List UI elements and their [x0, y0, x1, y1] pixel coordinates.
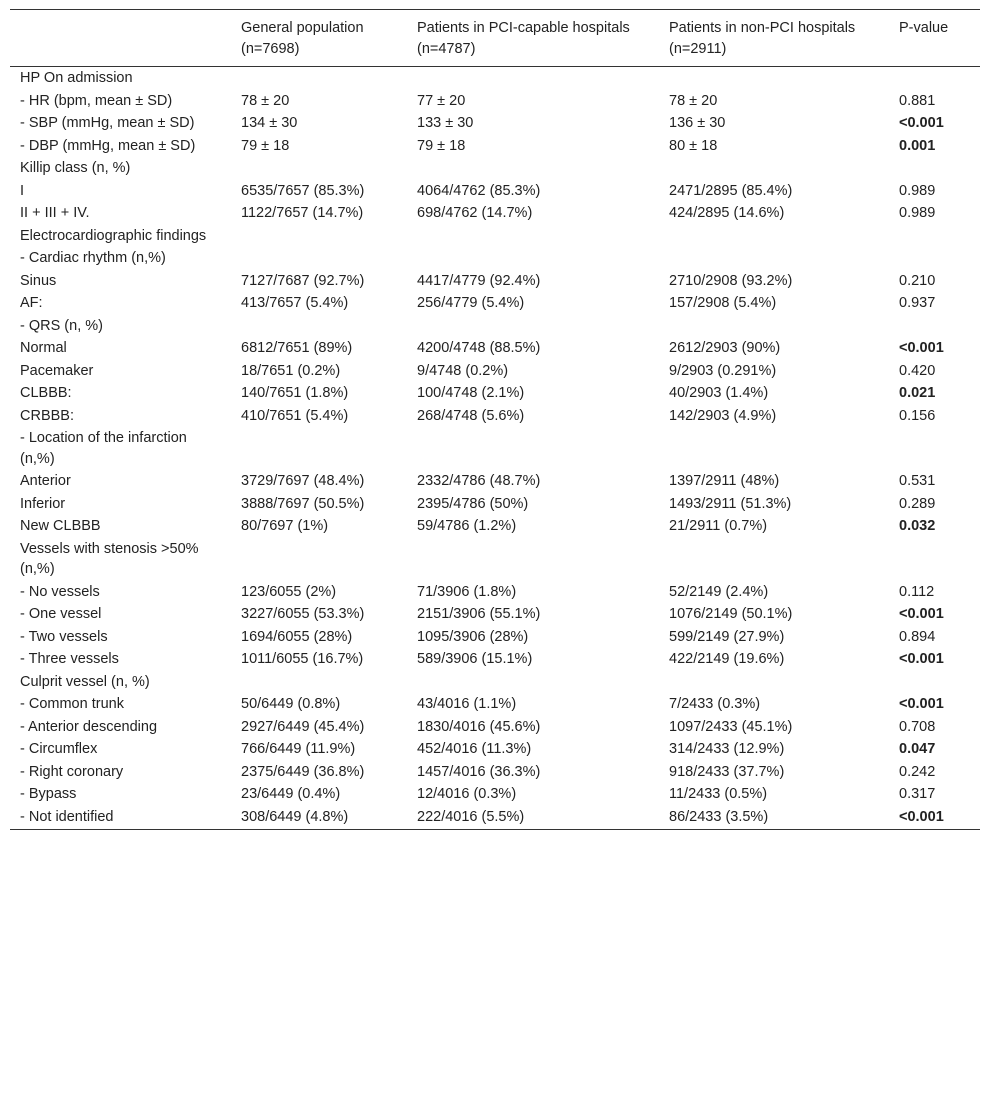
cell-pci-capable: 9/4748 (0.2%) [417, 362, 509, 379]
cell-pci-capable: 268/4748 (5.6%) [417, 407, 525, 424]
cell-non-pci: 142/2903 (4.9%) [669, 407, 777, 424]
cell-p-value: <0.001 [899, 340, 944, 356]
header-variable [10, 10, 231, 67]
cell-pci-capable: 698/4762 (14.7%) [417, 205, 533, 221]
cell-p-value: 0.989 [899, 182, 936, 199]
row-label: CRBBB: [20, 407, 74, 424]
cell-non-pci: 1493/2911 (51.3%) [669, 495, 792, 512]
cell-pci-capable: 2332/4786 (48.7%) [417, 473, 541, 489]
cell-pci-capable [407, 538, 659, 581]
row-label: - One vessel [20, 606, 102, 622]
table-row [10, 470, 980, 493]
table-row [10, 693, 980, 716]
row-label: Sinus [20, 272, 57, 289]
cell-p-value: 0.001 [899, 137, 936, 154]
cell-general-population [231, 157, 407, 180]
row-label: - Anterior descending [20, 718, 158, 735]
header-general-population: General population (n=7698) [241, 20, 364, 57]
cell-p-value [889, 671, 980, 694]
table-row [10, 626, 980, 649]
cell-p-value: 0.047 [899, 741, 936, 757]
cell-pci-capable [407, 671, 659, 694]
cell-p-value: 0.242 [899, 763, 936, 780]
row-label: II + III + IV. [20, 205, 90, 221]
cell-non-pci [659, 67, 889, 90]
cell-general-population: 7127/7687 (92.7%) [241, 272, 365, 289]
cell-p-value: 0.289 [899, 495, 936, 512]
table-row [10, 67, 980, 90]
table-row [10, 247, 980, 270]
cell-non-pci [659, 427, 889, 470]
cell-general-population: 2375/6449 (36.8%) [241, 763, 365, 780]
row-label: - Three vessels [20, 651, 119, 667]
row-label: Pacemaker [20, 362, 94, 379]
cell-non-pci [659, 538, 889, 581]
cell-general-population: 79 ± 18 [241, 137, 290, 154]
header-pci-capable: Patients in PCI-capable hospitals (n=4787) [417, 20, 630, 57]
cell-general-population [231, 315, 407, 338]
cell-non-pci [659, 671, 889, 694]
cell-pci-capable [407, 315, 659, 338]
cell-pci-capable: 452/4016 (11.3%) [417, 741, 532, 757]
row-label: CLBBB: [20, 385, 72, 401]
cell-general-population: 123/6055 (2%) [241, 583, 337, 600]
cell-pci-capable: 100/4748 (2.1%) [417, 385, 525, 401]
row-label: Normal [20, 340, 67, 356]
cell-p-value [889, 538, 980, 581]
cell-non-pci: 21/2911 (0.7%) [669, 518, 768, 534]
table-row [10, 738, 980, 761]
cell-general-population: 1694/6055 (28%) [241, 628, 353, 645]
cell-non-pci: 11/2433 (0.5%) [669, 786, 768, 802]
cell-pci-capable: 133 ± 30 [417, 115, 474, 131]
cell-p-value: 0.210 [899, 272, 936, 289]
cell-non-pci: 157/2908 (5.4%) [669, 295, 777, 311]
row-label: - HR (bpm, mean ± SD) [20, 92, 173, 109]
row-label: I [20, 182, 25, 199]
row-label: - Cardiac rhythm (n,%) [20, 250, 166, 266]
cell-general-population: 50/6449 (0.8%) [241, 696, 341, 712]
table-row [10, 515, 980, 538]
cell-general-population: 78 ± 20 [241, 92, 290, 109]
cell-pci-capable [407, 67, 659, 90]
table-row [10, 493, 980, 516]
table-row [10, 90, 980, 113]
cell-p-value [889, 157, 980, 180]
cell-non-pci: 7/2433 (0.3%) [669, 696, 761, 712]
cell-general-population: 2927/6449 (45.4%) [241, 718, 365, 735]
cell-p-value: 0.021 [899, 385, 936, 401]
cell-non-pci: 136 ± 30 [669, 115, 726, 131]
table-row [10, 405, 980, 428]
cell-p-value: 0.989 [899, 205, 936, 221]
table-row [10, 315, 980, 338]
table-row [10, 135, 980, 158]
table-row [10, 806, 980, 830]
cell-pci-capable: 79 ± 18 [417, 137, 466, 154]
cell-non-pci: 422/2149 (19.6%) [669, 651, 785, 667]
cell-p-value [889, 427, 980, 470]
cell-p-value: 0.032 [899, 518, 936, 534]
table-row [10, 112, 980, 135]
cell-general-population: 308/6449 (4.8%) [241, 808, 349, 825]
cell-non-pci: 80 ± 18 [669, 137, 718, 154]
cell-p-value: 0.881 [899, 92, 936, 109]
cell-general-population: 140/7651 (1.8%) [241, 385, 349, 401]
row-label: - No vessels [20, 583, 100, 600]
row-label: - DBP (mmHg, mean ± SD) [20, 137, 196, 154]
cell-pci-capable: 1830/4016 (45.6%) [417, 718, 541, 735]
cell-p-value: 0.317 [899, 786, 936, 802]
row-label: - Circumflex [20, 741, 98, 757]
cell-pci-capable: 1457/4016 (36.3%) [417, 763, 541, 780]
cell-non-pci: 918/2433 (37.7%) [669, 763, 785, 780]
table-row [10, 292, 980, 315]
cell-pci-capable [407, 247, 659, 270]
cell-general-population: 3227/6055 (53.3%) [241, 606, 365, 622]
cell-general-population [231, 67, 407, 90]
cell-p-value: 0.937 [899, 295, 936, 311]
cell-pci-capable [407, 157, 659, 180]
row-label: New CLBBB [20, 518, 101, 534]
cell-pci-capable: 4417/4779 (92.4%) [417, 272, 541, 289]
cell-general-population [231, 247, 407, 270]
table-row [10, 603, 980, 626]
row-label: HP On admission [20, 70, 133, 86]
table-row [10, 382, 980, 405]
cell-p-value [889, 315, 980, 338]
cell-pci-capable [407, 427, 659, 470]
cell-pci-capable: 256/4779 (5.4%) [417, 295, 525, 311]
table-header [10, 10, 980, 67]
cell-pci-capable: 59/4786 (1.2%) [417, 518, 517, 534]
cell-non-pci: 52/2149 (2.4%) [669, 583, 769, 600]
cell-p-value [889, 225, 980, 248]
cell-general-population [231, 225, 407, 248]
row-label: Anterior [20, 473, 71, 489]
table-body [10, 67, 980, 830]
cell-general-population: 410/7651 (5.4%) [241, 407, 349, 424]
cell-pci-capable [407, 225, 659, 248]
table-row [10, 783, 980, 806]
cell-general-population: 766/6449 (11.9%) [241, 741, 356, 757]
cell-non-pci: 78 ± 20 [669, 92, 718, 109]
table-row [10, 270, 980, 293]
cell-non-pci [659, 315, 889, 338]
cell-general-population: 23/6449 (0.4%) [241, 786, 341, 802]
cell-pci-capable: 43/4016 (1.1%) [417, 696, 517, 712]
cell-non-pci [659, 157, 889, 180]
cell-non-pci [659, 247, 889, 270]
cell-non-pci [659, 225, 889, 248]
table-row [10, 225, 980, 248]
row-label: - SBP (mmHg, mean ± SD) [20, 115, 195, 131]
table-row [10, 337, 980, 360]
cell-pci-capable: 71/3906 (1.8%) [417, 583, 517, 600]
row-label: - Bypass [20, 786, 77, 802]
cell-non-pci: 1097/2433 (45.1%) [669, 718, 793, 735]
row-label: Culprit vessel (n, %) [20, 673, 150, 690]
cell-pci-capable: 12/4016 (0.3%) [417, 786, 517, 802]
clinical-characteristics-table [10, 9, 980, 830]
cell-non-pci: 2710/2908 (93.2%) [669, 272, 793, 289]
row-label: Electrocardiographic findings [20, 227, 207, 244]
cell-pci-capable: 222/4016 (5.5%) [417, 808, 525, 825]
cell-non-pci: 599/2149 (27.9%) [669, 628, 785, 645]
row-label: Inferior [20, 495, 66, 512]
row-label: - Two vessels [20, 628, 108, 645]
table-row [10, 202, 980, 225]
table-row [10, 157, 980, 180]
cell-general-population: 6812/7651 (89%) [241, 340, 353, 356]
clinical-characteristics-table-container [10, 9, 980, 830]
cell-non-pci: 2612/2903 (90%) [669, 340, 781, 356]
table-row [10, 648, 980, 671]
row-label: - Location of the infarction (n,%) [20, 430, 187, 467]
cell-general-population: 1011/6055 (16.7%) [241, 651, 364, 667]
cell-non-pci: 314/2433 (12.9%) [669, 741, 785, 757]
cell-p-value: <0.001 [899, 606, 944, 622]
cell-non-pci: 86/2433 (3.5%) [669, 808, 769, 825]
cell-general-population: 80/7697 (1%) [241, 518, 329, 534]
header-non-pci: Patients in non-PCI hospitals (n=2911) [669, 20, 856, 57]
cell-general-population: 6535/7657 (85.3%) [241, 182, 365, 199]
table-row [10, 538, 980, 581]
cell-pci-capable: 4200/4748 (88.5%) [417, 340, 541, 356]
cell-p-value: 0.894 [899, 628, 936, 645]
cell-pci-capable: 1095/3906 (28%) [417, 628, 529, 645]
table-row [10, 427, 980, 470]
cell-non-pci: 424/2895 (14.6%) [669, 205, 785, 221]
row-label: - QRS (n, %) [20, 317, 103, 334]
row-label: - Right coronary [20, 763, 124, 780]
cell-pci-capable: 589/3906 (15.1%) [417, 651, 533, 667]
cell-general-population: 134 ± 30 [241, 115, 298, 131]
table-row [10, 716, 980, 739]
cell-non-pci: 2471/2895 (85.4%) [669, 182, 793, 199]
cell-general-population: 3888/7697 (50.5%) [241, 495, 365, 512]
table-row [10, 581, 980, 604]
cell-pci-capable: 2151/3906 (55.1%) [417, 606, 541, 622]
cell-general-population [231, 538, 407, 581]
cell-general-population: 3729/7697 (48.4%) [241, 473, 365, 489]
table-row [10, 180, 980, 203]
cell-pci-capable: 77 ± 20 [417, 92, 466, 109]
cell-p-value: 0.156 [899, 407, 936, 424]
cell-non-pci: 40/2903 (1.4%) [669, 385, 769, 401]
cell-p-value: 0.112 [899, 583, 935, 600]
cell-general-population: 1122/7657 (14.7%) [241, 205, 364, 221]
row-label: - Common trunk [20, 696, 124, 712]
cell-p-value: 0.531 [899, 473, 936, 489]
cell-pci-capable: 2395/4786 (50%) [417, 495, 529, 512]
cell-p-value: 0.420 [899, 362, 936, 379]
cell-non-pci: 1397/2911 (48%) [669, 473, 780, 489]
table-row [10, 360, 980, 383]
cell-p-value [889, 67, 980, 90]
cell-pci-capable: 4064/4762 (85.3%) [417, 182, 541, 199]
row-label: Vessels with stenosis >50% (n,%) [20, 540, 199, 577]
row-label: AF: [20, 295, 43, 311]
cell-p-value: <0.001 [899, 696, 944, 712]
cell-general-population [231, 671, 407, 694]
cell-non-pci: 9/2903 (0.291%) [669, 362, 777, 379]
row-label: - Not identified [20, 808, 114, 825]
table-row [10, 671, 980, 694]
row-label: Killip class (n, %) [20, 160, 131, 176]
table-row [10, 761, 980, 784]
cell-non-pci: 1076/2149 (50.1%) [669, 606, 793, 622]
cell-p-value: <0.001 [899, 651, 944, 667]
header-p-value: P-value [899, 20, 949, 36]
header-row [10, 10, 980, 67]
cell-general-population: 18/7651 (0.2%) [241, 362, 341, 379]
cell-general-population [231, 427, 407, 470]
cell-p-value: <0.001 [899, 808, 944, 825]
cell-general-population: 413/7657 (5.4%) [241, 295, 349, 311]
cell-p-value: 0.708 [899, 718, 936, 735]
cell-p-value: <0.001 [899, 115, 944, 131]
cell-p-value [889, 247, 980, 270]
